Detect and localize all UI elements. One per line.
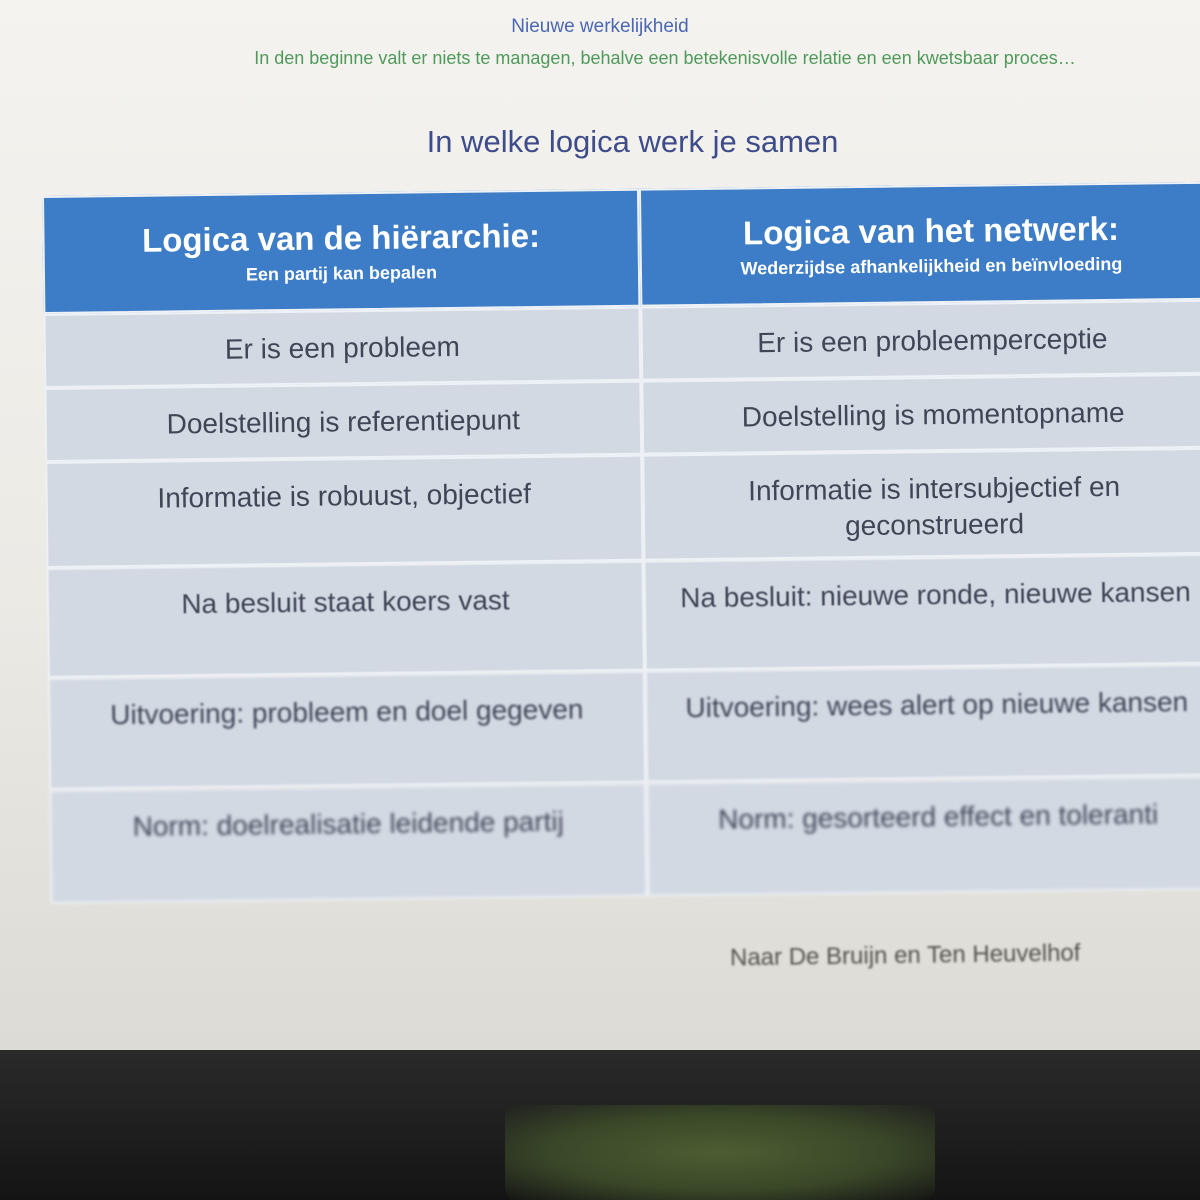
header-subtitle: Wederzijdse afhankelijkheid en beïnvloeding xyxy=(740,253,1123,278)
table-cell: Uitvoering: probleem en doel gegeven xyxy=(48,671,646,790)
table-cell: Doelstelling is momentopname xyxy=(641,374,1200,455)
table-cell: Na besluit staat koers vast xyxy=(47,561,645,678)
header-title: Logica van de hiërarchie: xyxy=(141,216,541,259)
table-cell: Er is een probleemperceptie xyxy=(640,300,1200,381)
table-row xyxy=(49,776,1200,904)
slide-kicker: Nieuwe werkelijkheid xyxy=(511,16,689,37)
header-subtitle: Een partij kan bepalen xyxy=(245,261,438,285)
table-cell: Doelstelling is referentiepunt xyxy=(44,381,642,462)
header-cell-hierarchy xyxy=(42,189,640,314)
desk-reflection xyxy=(505,1105,935,1200)
table-cell: Informatie is intersubjectief en geconstrueerd xyxy=(642,448,1200,561)
table-row xyxy=(48,664,1200,790)
table-cell: Norm: doelrealisatie leidende partij xyxy=(49,783,647,904)
table-row xyxy=(44,374,1200,462)
comparison-table xyxy=(42,182,1200,904)
slide-question: In welke logica werk je samen xyxy=(426,124,839,159)
table-header-row xyxy=(42,182,1200,314)
table-row xyxy=(43,300,1200,388)
table-cell: Na besluit: nieuwe ronde, nieuwe kansen xyxy=(644,554,1200,671)
table-row xyxy=(45,448,1200,568)
table-cell: Er is een probleem xyxy=(43,307,641,388)
table-cell: Uitvoering: wees alert op nieuwe kansen xyxy=(645,664,1200,783)
table-cell: Norm: gesorteerd effect en toleranti xyxy=(646,776,1200,897)
table-cell: Informatie is robuust, objectief xyxy=(45,455,643,568)
header-title: Logica van het netwerk: xyxy=(742,209,1120,251)
slide-subtitle: In den beginne valt er niets te managen, behalve een betekenisvolle relatie en een kwetsbaar proces… xyxy=(254,48,1076,68)
header-cell-network xyxy=(639,182,1200,307)
source-credit: Naar De Bruijn en Ten Heuvelhof xyxy=(729,939,1081,972)
table-row xyxy=(47,554,1200,678)
